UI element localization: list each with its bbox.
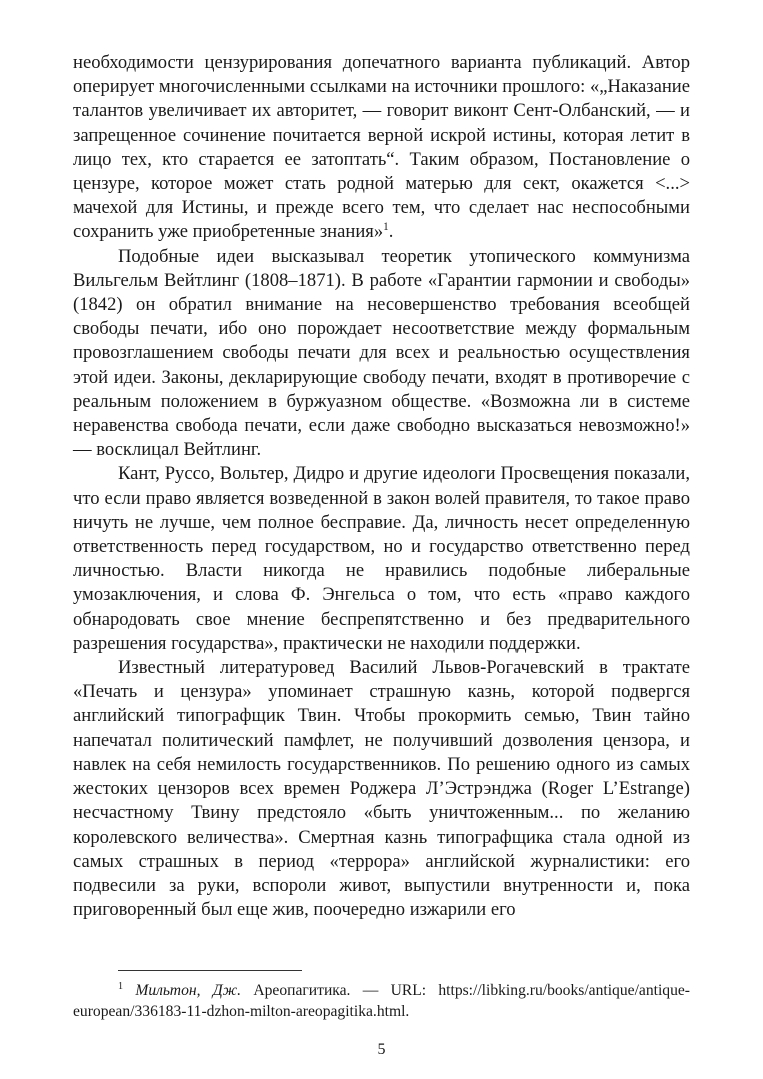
footnote-number: 1 [118, 980, 124, 992]
page-number: 5 [377, 1041, 386, 1058]
footnote [73, 980, 690, 1022]
page-body [73, 51, 690, 922]
paragraph-4: Известный литературовед Василий Львов-Рогачевский в трактате «Печать и цензура» упоминает страшную казнь, которой подвергся английский типографщик Твин. Чтобы прокормить семью, Твин тайно напечатал политический памфлет, не получивший дозволения цензора, и навлек на себя немилость государственников. По решению одного из самых жестоких цензоров всех времен Роджера Л’Эстрэнджа (Roger L’Estrange) несчастному Твину предстояло «быть уничтоженным... по желанию королевского величества». Смертная казнь типографщика стала одной из самых страшных в период «террора» английской журналистики: его подвесили за руки, вспороли живот, выпустили внутренности и, пока приговоренный был еще жив, поочередно изжарили его [73, 657, 690, 921]
footnote-divider [118, 970, 302, 971]
paragraph-2: Подобные идеи высказывал теоретик утопического коммунизма Вильгельм Вейтлинг (1808–1871). В работе «Гарантии гармонии и свободы» (1842) он обратил внимание на несовершенство требования всеобщей свободы печати, ибо оно порождает несоответствие между формальным провозглашением свободы печати для всех и реальностью осуществления этой идеи. Законы, декларирующие свободу печати, входят в противоречие с реальным положением в буржуазном обществе. «Возможна ли в системе неравенства свобода печати, если даже свободно высказаться невозможно!» — восклицал Вейтлинг. [73, 245, 690, 461]
paragraph-1-end: . [388, 221, 394, 243]
paragraph-3: Кант, Руссо, Вольтер, Дидро и другие идеологи Просвещения показали, что если право является возведенной в закон волей правителя, то такое право ничуть не лучше, чем полное бесправие. Да, личность несет определенную ответственность перед государством, но и государство ответственно перед личностью. Власти никогда не нравились подобные либеральные умозаключения, и слова Ф. Энгельса о том, что есть «право каждого обнародовать свое мнение беспрепятственно и без предварительного разрешения государства», практически не находили поддержки. [73, 463, 690, 654]
paragraph-1-text: необходимости цензурирования допечатного варианта публикаций. Автор оперирует многочисленными ссылками на источники прошлого: «„Наказание талантов увеличивает их авторитет, — говорит виконт Сент-Олбанский, — и запрещенное сочинение почитается верной искрой истины, которая летит в лицо тех, кто старается ее затоптать“. Таким образом, Постановление о цензуре, которое может стать родной матерью для сект, окажется <...> мачехой для Истины, и прежде всего тем, что сделает нас неспособными сохранить уже приобретенные знания» [73, 52, 690, 243]
footnote-author: Мильтон, Дж. [135, 982, 242, 999]
footnote-reference[interactable]: 1 [383, 221, 389, 234]
footnote-text: Ареопагитика. — URL: https://libking.ru/books/antique/antique-european/336183-11-dzhon-milton-areopagitika.html. [73, 982, 690, 1020]
paragraph-1 [73, 51, 690, 245]
